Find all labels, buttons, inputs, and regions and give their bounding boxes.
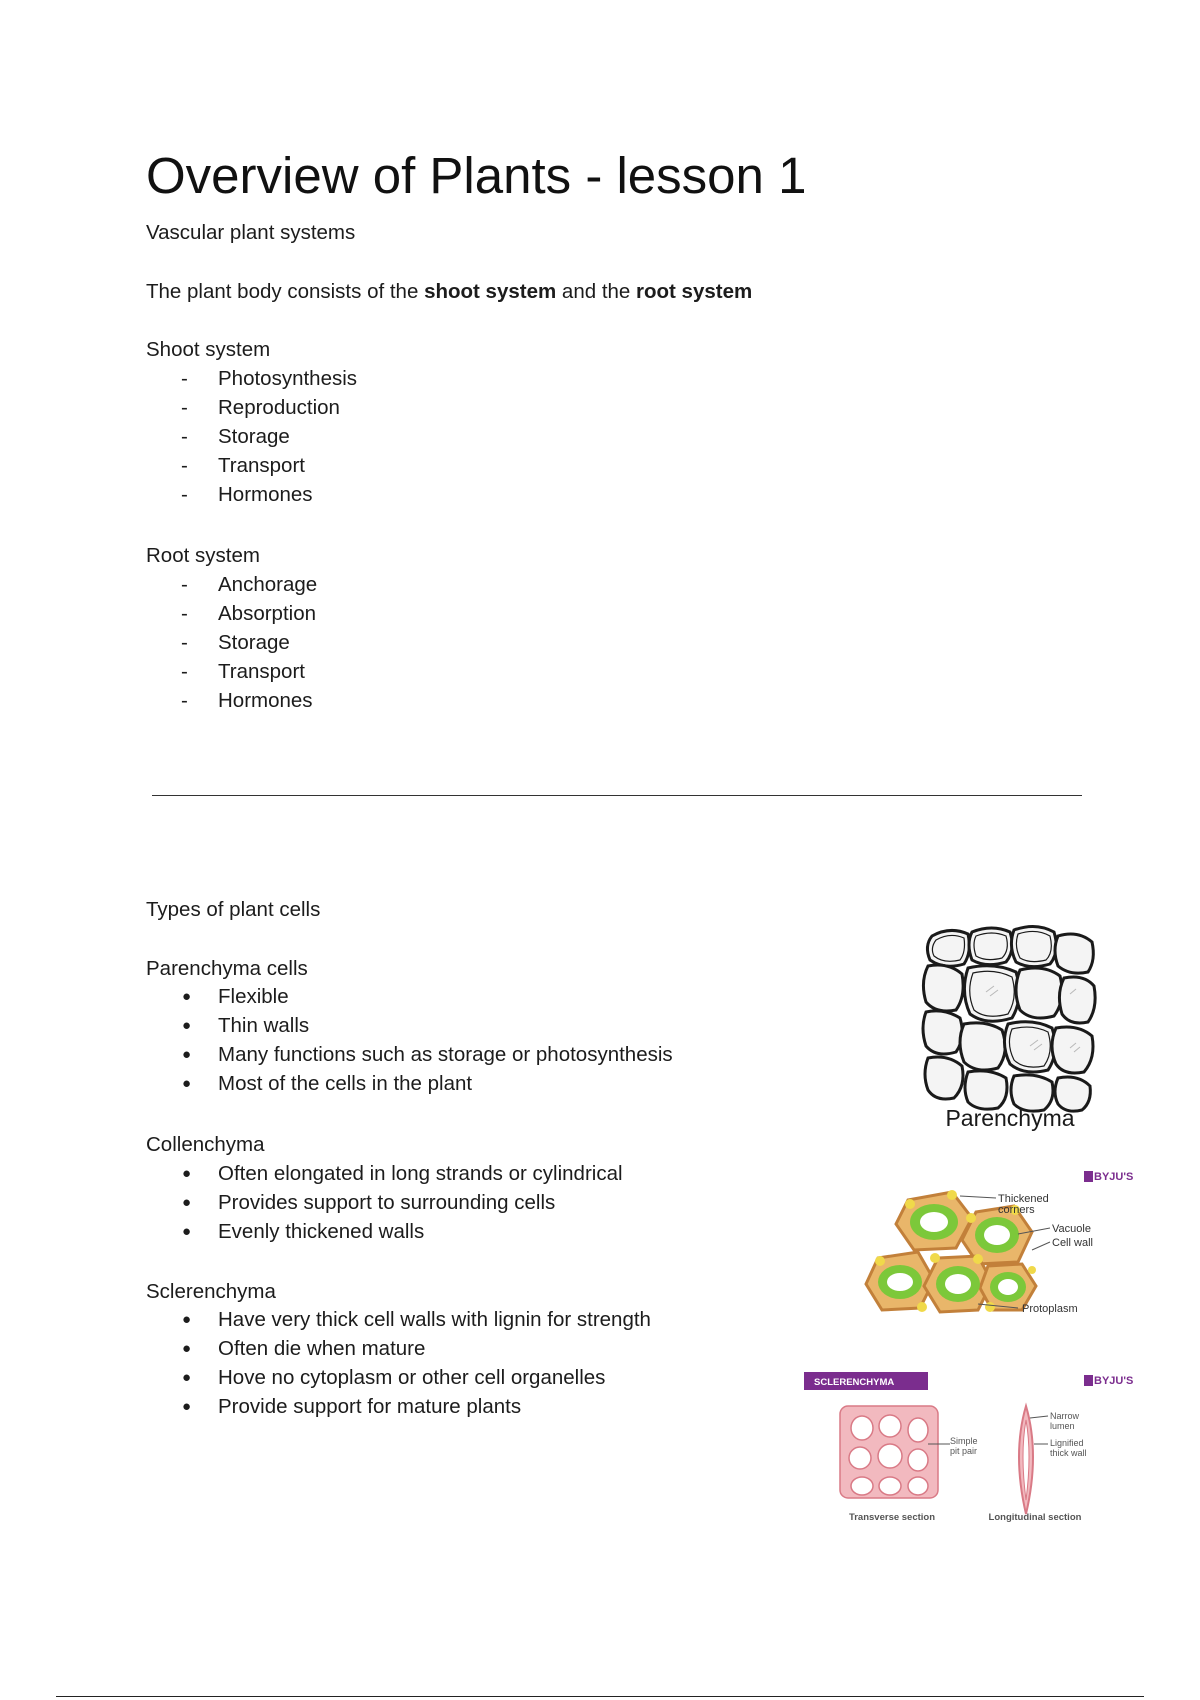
label-narrow: Narrow	[1050, 1411, 1080, 1421]
shoot-heading: Shoot system	[146, 338, 271, 361]
page-title: Overview of Plants - lesson 1	[146, 147, 807, 204]
intro-mid: and the	[556, 280, 637, 303]
list-item: ● Thin walls	[146, 1011, 673, 1040]
caption-longitudinal: Longitudinal section	[988, 1512, 1082, 1523]
intro-bold-shoot: shoot system	[424, 280, 557, 303]
parenchyma-figure	[920, 922, 1100, 1134]
list-item: - Hormones	[146, 686, 317, 715]
collenchyma-brand: BYJU'S	[1094, 1171, 1134, 1183]
list-item: ● Often elongated in long strands or cylindrical	[146, 1159, 623, 1188]
label-lumen: lumen	[1050, 1421, 1075, 1431]
label-cell-wall: Cell wall	[1052, 1237, 1093, 1249]
list-item: ● Flexible	[146, 982, 673, 1011]
intro-prefix: The plant body consists of the	[146, 280, 425, 303]
list-item: ● Provides support to surrounding cells	[146, 1188, 623, 1217]
collenchyma-list	[146, 1159, 623, 1246]
label-protoplasm: Protoplasm	[1022, 1303, 1078, 1315]
horizontal-rule	[152, 795, 1082, 796]
cells-heading: Types of plant cells	[146, 898, 321, 921]
parenchyma-heading: Parenchyma cells	[146, 957, 308, 980]
list-item: ● Most of the cells in the plant	[146, 1069, 673, 1098]
subtitle: Vascular plant systems	[146, 221, 356, 244]
list-item: ● Evenly thickened walls	[146, 1217, 623, 1246]
sclerenchyma-brand: BYJU'S	[1094, 1375, 1134, 1387]
root-list	[146, 570, 317, 715]
list-item: - Storage	[146, 628, 317, 657]
list-item: - Transport	[146, 657, 317, 686]
sclerenchyma-illustration	[800, 1364, 1140, 1536]
list-item: ● Have very thick cell walls with lignin for strength	[146, 1305, 651, 1334]
label-thick-wall: thick wall	[1050, 1448, 1087, 1458]
list-item: - Storage	[146, 422, 357, 451]
list-item: - Transport	[146, 451, 357, 480]
label-simple: Simple	[950, 1436, 978, 1446]
list-item: - Absorption	[146, 599, 317, 628]
label-pit-pair: pit pair	[950, 1446, 978, 1456]
sclerenchyma-heading: Sclerenchyma	[146, 1280, 276, 1303]
label-corners: corners	[998, 1204, 1035, 1216]
list-item: - Anchorage	[146, 570, 317, 599]
sclerenchyma-figure	[800, 1364, 1140, 1536]
list-item: - Reproduction	[146, 393, 357, 422]
sclerenchyma-list	[146, 1305, 651, 1421]
sclerenchyma-tag: SCLERENCHYMA	[814, 1377, 895, 1388]
parenchyma-illustration	[920, 922, 1100, 1134]
shoot-list	[146, 364, 357, 509]
list-item: ● Provide support for mature plants	[146, 1392, 651, 1421]
parenchyma-list	[146, 982, 673, 1098]
list-item: ● Often die when mature	[146, 1334, 651, 1363]
collenchyma-heading: Collenchyma	[146, 1133, 265, 1156]
parenchyma-caption: Parenchyma	[945, 1105, 1075, 1131]
list-item: ● Hove no cytoplasm or other cell organelles	[146, 1363, 651, 1392]
list-item: - Hormones	[146, 480, 357, 509]
label-lignified: Lignified	[1050, 1438, 1084, 1448]
caption-transverse: Transverse section	[848, 1512, 936, 1523]
root-heading: Root system	[146, 544, 260, 567]
collenchyma-illustration	[800, 1162, 1140, 1340]
intro-sentence	[146, 278, 752, 305]
page-bottom-rule	[56, 1696, 1144, 1697]
list-item: ● Many functions such as storage or photosynthesis	[146, 1040, 673, 1069]
list-item: - Photosynthesis	[146, 364, 357, 393]
label-vacuole: Vacuole	[1052, 1223, 1091, 1235]
collenchyma-figure	[800, 1162, 1140, 1340]
intro-bold-root: root system	[636, 280, 753, 303]
label-thickened: Thickened	[998, 1193, 1049, 1205]
